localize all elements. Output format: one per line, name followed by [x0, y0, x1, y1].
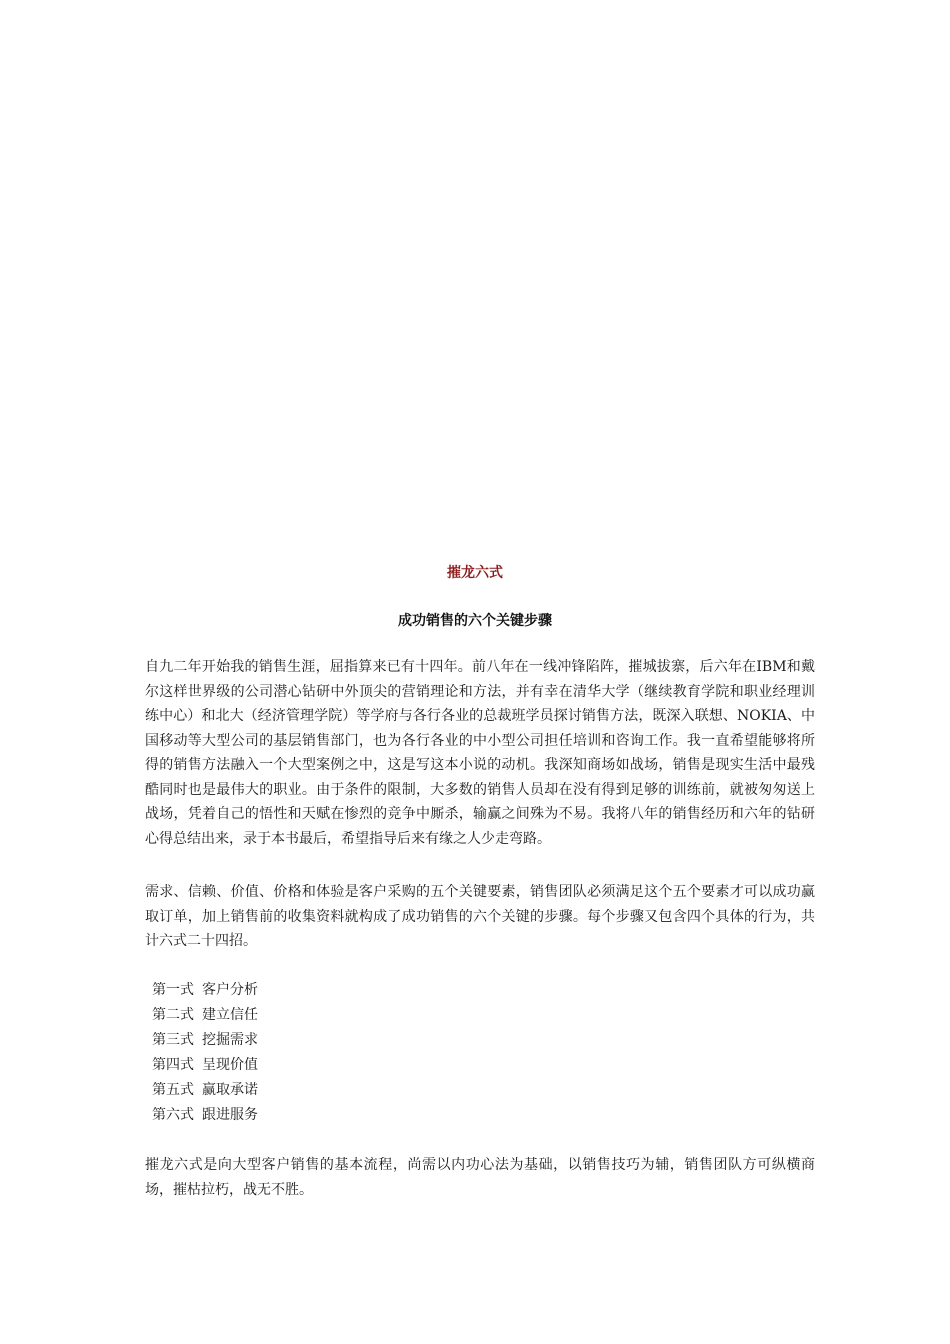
- intro-paragraph: 自九二年开始我的销售生涯，屈指算来已有十四年。前八年在一线冲锋陷阵，摧城拔寨，后六年在IBM和戴尔这样世界级的公司潜心钻研中外顶尖的营销理论和方法，并有幸在清华大学（继续教育学院和职业经理训练中心）和北大（经济管理学院）等学府与各行各业的总裁班学员探讨销售方法，既深入联想、NOKIA、中国移动等大型公司的基层销售部门，也为各行各业的中小型公司担任培训和咨询工作。我一直希望能够将所得的销售方法融入一个大型案例之中，这是写这本小说的动机。我深知商场如战场，销售是现实生活中最残酷同时也是最伟大的职业。由于条件的限制，大多数的销售人员却在没有得到足够的训练前，就被匆匆送上战场，凭着自己的悟性和天赋在惨烈的竞争中厮杀，输赢之间殊为不易。我将八年的销售经历和六年的钻研心得总结出来，录于本书最后，希望指导后来有缘之人少走弯路。: [145, 659, 815, 847]
- step-number: 第六式: [152, 1107, 194, 1123]
- list-item: [152, 1103, 258, 1128]
- step-name: 挖掘需求: [202, 1032, 258, 1048]
- closing-paragraph: 摧龙六式是向大型客户销售的基本流程，尚需以内功心法为基础，以销售技巧为辅，销售团队方可纵横商场，摧枯拉朽，战无不胜。: [145, 1157, 815, 1198]
- list-item: [152, 1003, 258, 1028]
- step-number: 第四式: [152, 1057, 194, 1073]
- document-subtitle: 成功销售的六个关键步骤: [398, 613, 552, 629]
- document-title: 摧龙六式: [447, 565, 503, 581]
- list-item: [152, 1028, 258, 1053]
- step-name: 呈现价值: [202, 1057, 258, 1073]
- list-item: [152, 1078, 258, 1103]
- step-number: 第三式: [152, 1032, 194, 1048]
- step-number: 第二式: [152, 1007, 194, 1023]
- step-name: 客户分析: [202, 982, 258, 998]
- list-item: [152, 1053, 258, 1078]
- step-name: 跟进服务: [202, 1107, 258, 1123]
- step-number: 第五式: [152, 1082, 194, 1098]
- step-number: 第一式: [152, 982, 194, 998]
- list-item: [152, 978, 258, 1003]
- step-name: 建立信任: [202, 1007, 258, 1023]
- key-factors-paragraph: 需求、信赖、价值、价格和体验是客户采购的五个关键要素，销售团队必须满足这个五个要素才可以成功赢取订单，加上销售前的收集资料就构成了成功销售的六个关键的步骤。每个步骤又包含四个具体的行为，共计六式二十四招。: [145, 884, 815, 949]
- step-name: 赢取承诺: [202, 1082, 258, 1098]
- steps-list: [152, 978, 258, 1128]
